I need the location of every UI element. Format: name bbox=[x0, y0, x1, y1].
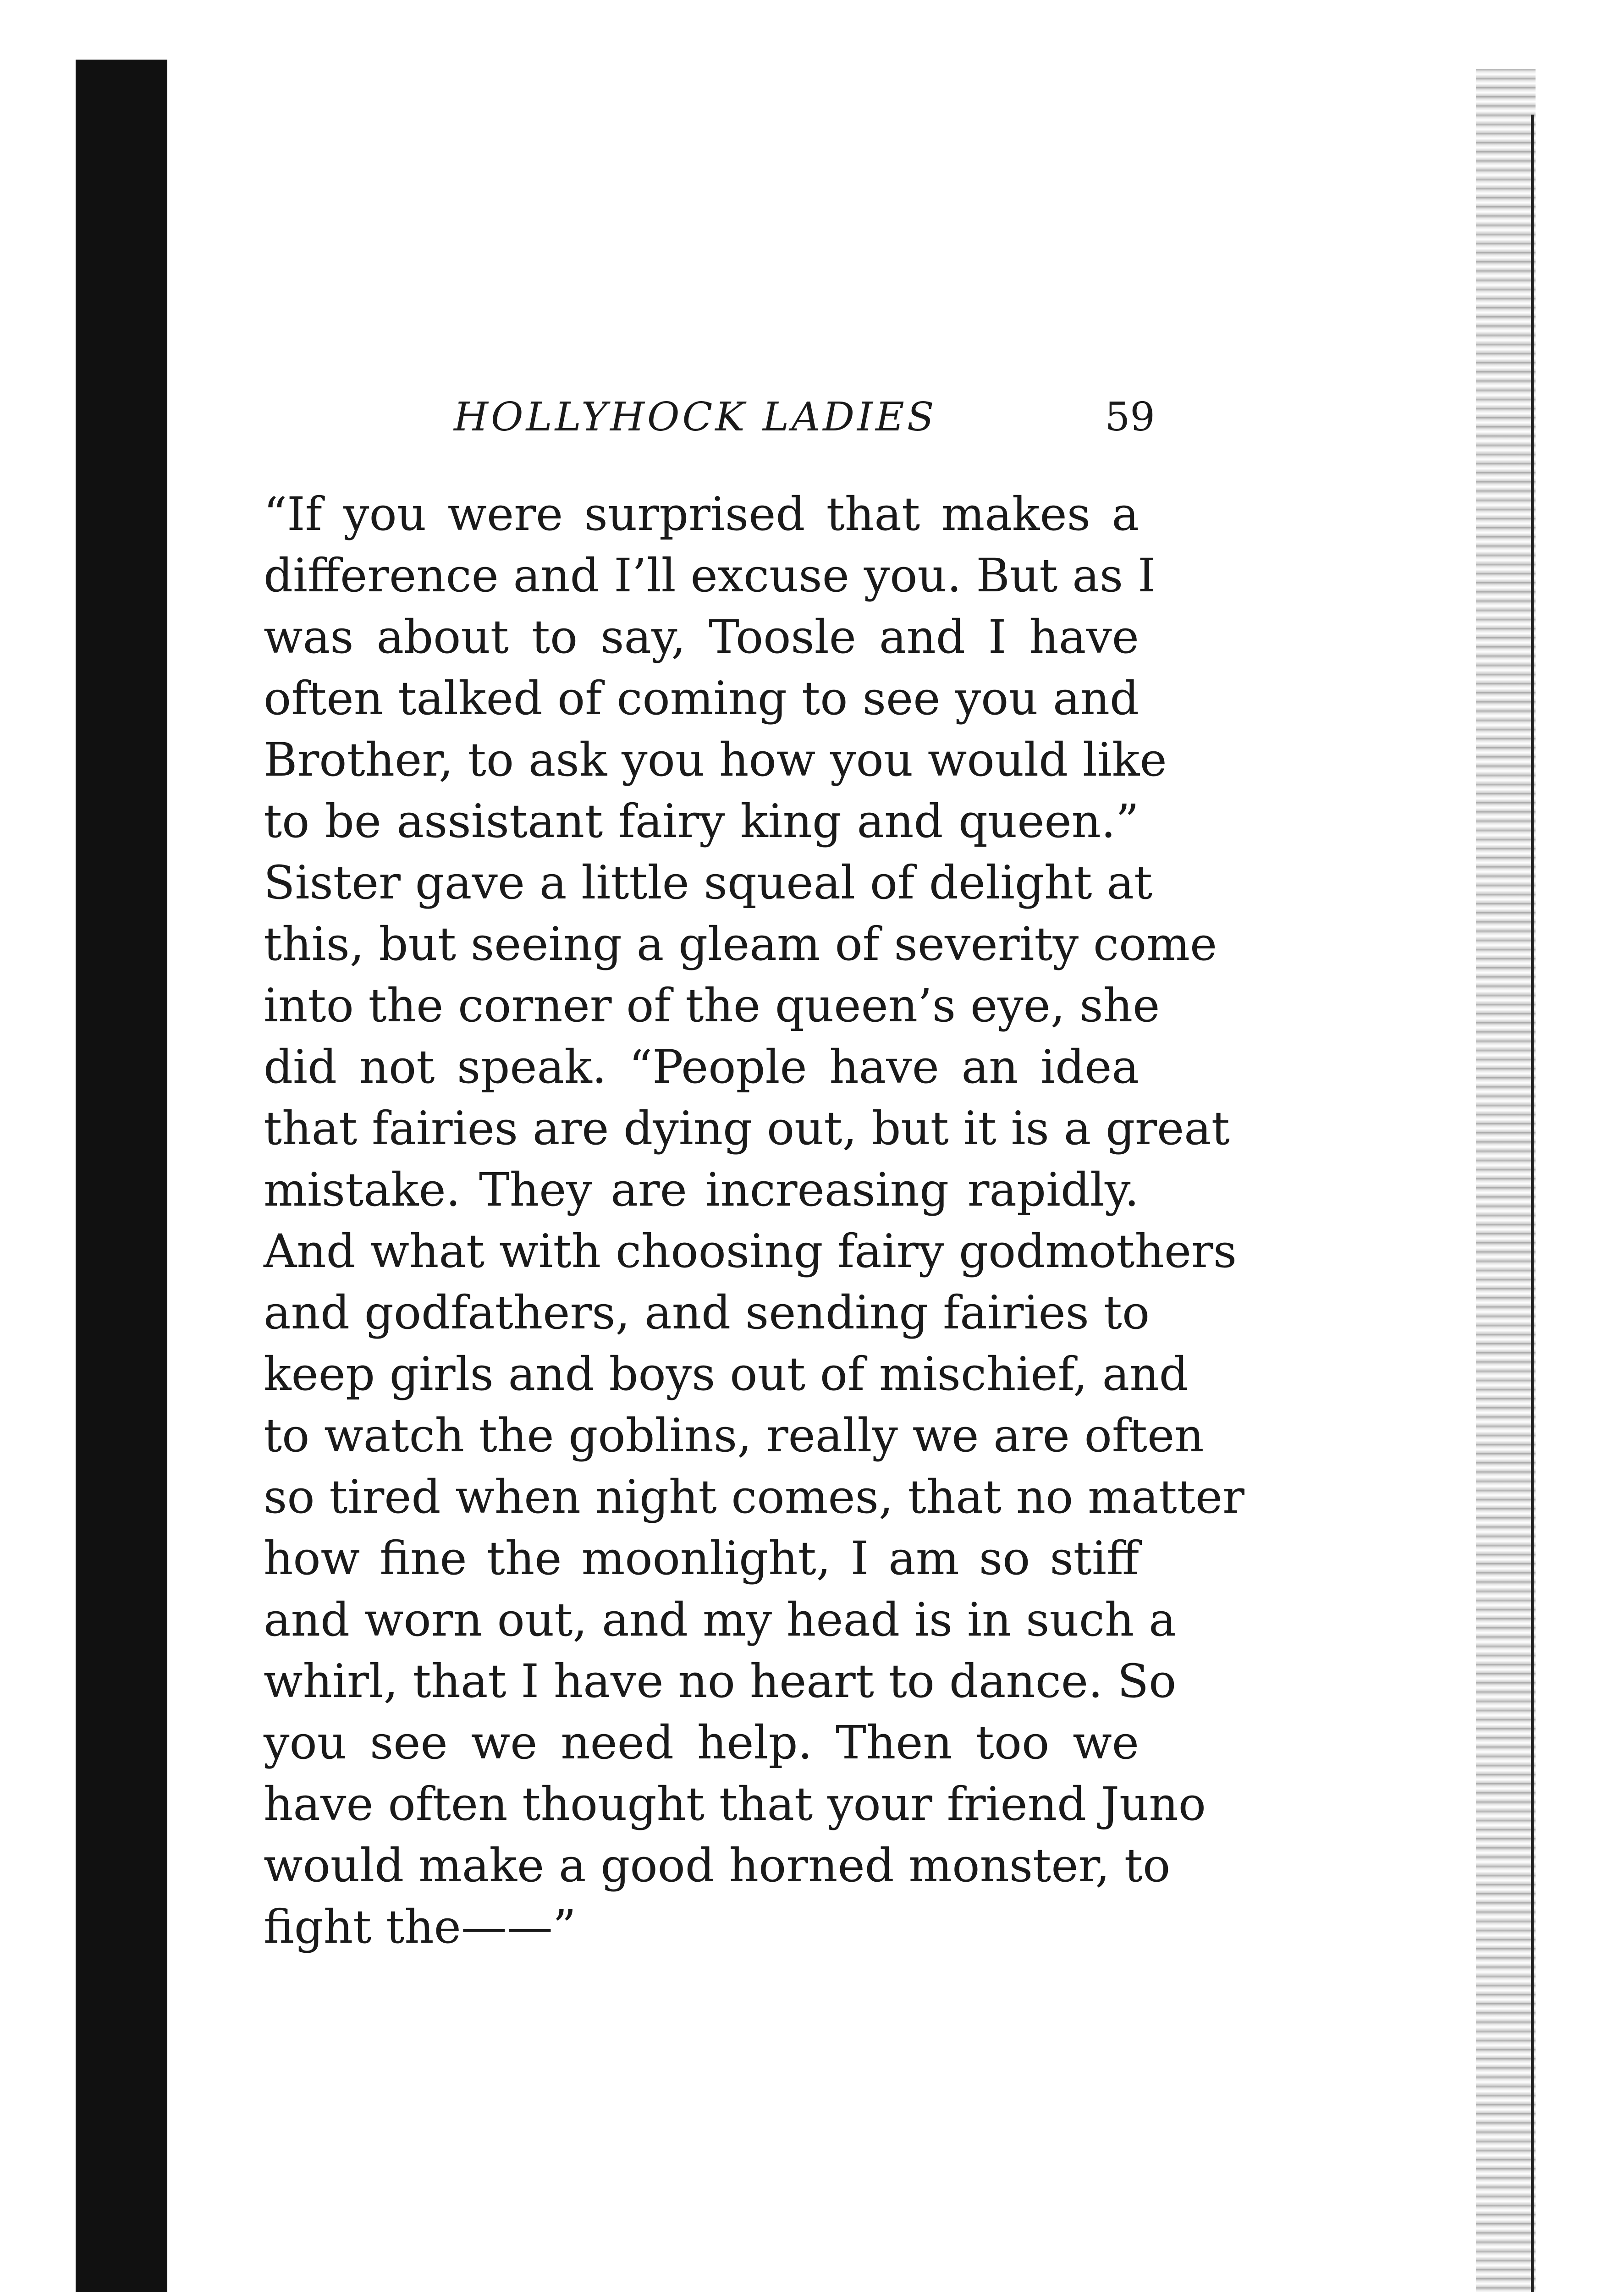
text-line: this, but seeing a gleam of severity come bbox=[264, 917, 1217, 971]
text-line: fight the——” bbox=[264, 1900, 576, 1954]
text-line: to be assistant fairy king and queen.” bbox=[264, 794, 1139, 848]
text-line: “If you were surprised that makes a bbox=[264, 487, 1139, 541]
page-number: 59 bbox=[1105, 394, 1155, 440]
text-line: And what with choosing fairy godmothers bbox=[264, 1224, 1237, 1278]
text-line: into the corner of the queen’s eye, she bbox=[264, 979, 1160, 1032]
text-line: Sister gave a little squeal of delight at bbox=[264, 856, 1153, 909]
text-line: to watch the goblins, really we are often bbox=[264, 1409, 1204, 1462]
text-line: mistake. They are increasing rapidly. bbox=[264, 1163, 1139, 1217]
text-line: whirl, that I have no heart to dance. So bbox=[264, 1654, 1177, 1708]
text-line: would make a good horned monster, to bbox=[264, 1839, 1171, 1892]
text-line: was about to say, Toosle and I have bbox=[264, 610, 1139, 664]
text-line: have often thought that your friend Juno bbox=[264, 1777, 1206, 1831]
text-line: Brother, to ask you how you would like bbox=[264, 733, 1167, 787]
text-line: and worn out, and my head is in such a bbox=[264, 1593, 1176, 1647]
text-line: how fine the moonlight, I am so stiff bbox=[264, 1532, 1139, 1585]
body-text bbox=[264, 484, 1244, 1958]
page-header bbox=[454, 392, 1155, 456]
text-line: and godfathers, and sending fairies to bbox=[264, 1286, 1150, 1339]
text-line: so tired when night comes, that no matter bbox=[264, 1470, 1244, 1524]
page-edge-line bbox=[1531, 115, 1534, 2292]
text-line: difference and I’ll excuse you. But as I bbox=[264, 549, 1156, 602]
text-line: keep girls and boys out of mischief, and bbox=[264, 1347, 1189, 1401]
text-line: did not speak. “People have an idea bbox=[264, 1040, 1139, 1094]
text-line: you see we need help. Then too we bbox=[264, 1716, 1139, 1769]
running-title: HOLLYHOCK LADIES bbox=[454, 394, 937, 440]
binding-shadow bbox=[76, 60, 167, 2292]
text-line: often talked of coming to see you and bbox=[264, 672, 1139, 725]
text-line: that fairies are dying out, but it is a great bbox=[264, 1102, 1230, 1155]
page-edge-texture bbox=[1476, 69, 1536, 2292]
